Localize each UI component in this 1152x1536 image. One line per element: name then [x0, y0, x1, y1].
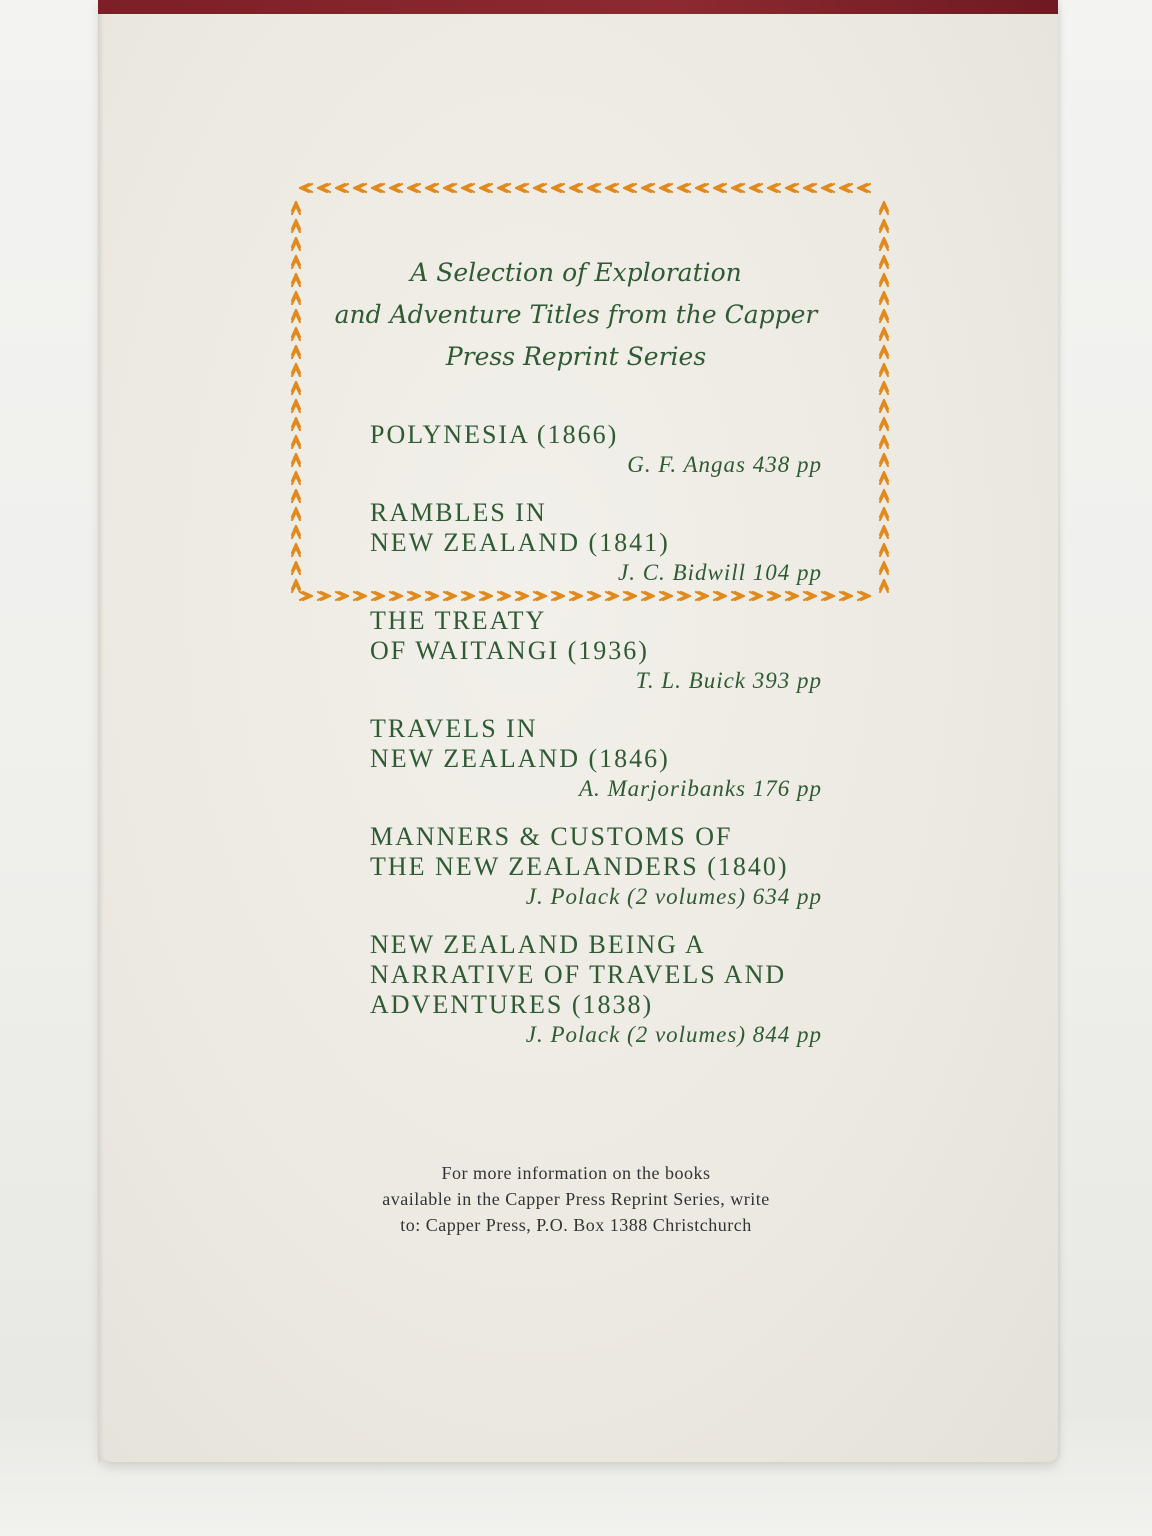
border-leaf-ornament — [444, 184, 456, 192]
border-leaf-ornament — [880, 382, 888, 394]
footer-note — [0, 1160, 1152, 1238]
border-leaf-ornament — [354, 592, 366, 600]
entry-author: J. Polack (2 volumes) 844 pp — [525, 1022, 822, 1047]
border-leaf-ornament — [880, 238, 888, 250]
entry-title-line: MANNERS & CUSTOMS OF — [370, 822, 733, 851]
list-item — [370, 606, 822, 696]
entry-title-line: ADVENTURES (1838) — [370, 990, 654, 1019]
list-item — [370, 714, 822, 804]
border-leaf-ornament — [858, 592, 870, 600]
border-leaf-ornament — [292, 508, 300, 520]
border-leaf-ornament — [678, 184, 690, 192]
border-leaf-ornament — [292, 202, 300, 214]
entry-title-line: TRAVELS IN — [370, 714, 538, 743]
entry-title-line: NEW ZEALAND (1846) — [370, 744, 670, 773]
entry-title-line: OF WAITANGI (1936) — [370, 636, 649, 665]
border-leaf-ornament — [880, 418, 888, 430]
border-leaf-ornament — [552, 184, 564, 192]
entry-title — [370, 822, 822, 882]
border-leaf-ornament — [696, 184, 708, 192]
border-leaf-ornament — [354, 184, 366, 192]
border-leaf-ornament — [498, 184, 510, 192]
entry-title-line: THE TREATY — [370, 606, 547, 635]
border-leaf-ornament — [534, 184, 546, 192]
border-leaf-ornament — [292, 580, 300, 592]
border-leaf-ornament — [336, 592, 348, 600]
entry-title — [370, 498, 822, 558]
border-leaf-ornament — [292, 472, 300, 484]
border-leaf-ornament — [292, 526, 300, 538]
border-leaf-ornament — [292, 454, 300, 466]
border-leaf-ornament — [372, 184, 384, 192]
border-leaf-ornament — [516, 184, 528, 192]
border-leaf-ornament — [768, 184, 780, 192]
entry-title-line: THE NEW ZEALANDERS (1840) — [370, 852, 789, 881]
border-leaf-ornament — [880, 580, 888, 592]
entry-title-line: NARRATIVE OF TRAVELS AND — [370, 960, 787, 989]
border-leaf-ornament — [570, 184, 582, 192]
border-leaf-ornament — [292, 400, 300, 412]
border-leaf-ornament — [292, 562, 300, 574]
series-heading — [0, 252, 1152, 378]
entry-title-line: RAMBLES IN — [370, 498, 547, 527]
border-leaf-ornament — [336, 184, 348, 192]
border-leaf-ornament — [732, 184, 744, 192]
entry-title — [370, 714, 822, 774]
border-leaf-ornament — [300, 184, 312, 192]
border-leaf-ornament — [822, 592, 834, 600]
border-leaf-ornament — [292, 238, 300, 250]
list-item — [370, 420, 822, 480]
entry-author: A. Marjoribanks 176 pp — [578, 776, 822, 801]
border-leaf-ornament — [858, 184, 870, 192]
border-leaf-ornament — [318, 592, 330, 600]
heading-line-2: and Adventure Titles from the Capper — [334, 300, 818, 329]
footer-line-2: available in the Capper Press Reprint Series, write — [382, 1189, 770, 1209]
border-leaf-ornament — [880, 202, 888, 214]
entry-title — [370, 930, 822, 1020]
footer-line-1: For more information on the books — [441, 1163, 711, 1183]
entry-title — [370, 420, 822, 450]
border-leaf-ornament — [318, 184, 330, 192]
entry-title — [370, 606, 822, 666]
list-item — [370, 930, 822, 1050]
entry-title-line: POLYNESIA (1866) — [370, 420, 619, 449]
heading-line-3: Press Reprint Series — [445, 342, 707, 371]
border-leaf-ornament — [750, 184, 762, 192]
border-leaf-ornament — [880, 490, 888, 502]
heading-line-1: A Selection of Exploration — [410, 258, 742, 287]
footer-line-3: to: Capper Press, P.O. Box 1388 Christchurch — [400, 1215, 752, 1235]
title-list — [370, 420, 822, 1068]
border-leaf-ornament — [660, 184, 672, 192]
border-leaf-ornament — [804, 184, 816, 192]
list-item — [370, 498, 822, 588]
border-leaf-ornament — [480, 184, 492, 192]
border-leaf-ornament — [292, 436, 300, 448]
border-leaf-ornament — [300, 592, 312, 600]
border-leaf-ornament — [606, 184, 618, 192]
border-leaf-ornament — [880, 220, 888, 232]
entry-author: T. L. Buick 393 pp — [635, 668, 822, 693]
border-leaf-ornament — [880, 526, 888, 538]
border-leaf-ornament — [880, 562, 888, 574]
border-leaf-ornament — [840, 184, 852, 192]
entry-author: J. Polack (2 volumes) 634 pp — [525, 884, 822, 909]
border-leaf-ornament — [292, 544, 300, 556]
border-leaf-ornament — [292, 418, 300, 430]
border-leaf-ornament — [462, 184, 474, 192]
border-leaf-ornament — [624, 184, 636, 192]
border-leaf-ornament — [714, 184, 726, 192]
border-leaf-ornament — [292, 490, 300, 502]
border-leaf-ornament — [588, 184, 600, 192]
border-leaf-ornament — [822, 184, 834, 192]
entry-title-line: NEW ZEALAND BEING A — [370, 930, 706, 959]
entry-author: G. F. Angas 438 pp — [627, 452, 822, 477]
entry-title-line: NEW ZEALAND (1841) — [370, 528, 670, 557]
border-leaf-ornament — [390, 184, 402, 192]
border-leaf-ornament — [426, 184, 438, 192]
border-leaf-ornament — [642, 184, 654, 192]
border-leaf-ornament — [786, 184, 798, 192]
border-leaf-ornament — [880, 400, 888, 412]
border-leaf-ornament — [292, 220, 300, 232]
border-leaf-ornament — [880, 472, 888, 484]
border-leaf-ornament — [880, 544, 888, 556]
border-leaf-ornament — [880, 436, 888, 448]
list-item — [370, 822, 822, 912]
entry-author: J. C. Bidwill 104 pp — [618, 560, 822, 585]
border-leaf-ornament — [408, 184, 420, 192]
border-leaf-ornament — [840, 592, 852, 600]
border-leaf-ornament — [880, 454, 888, 466]
border-leaf-ornament — [292, 382, 300, 394]
border-leaf-ornament — [880, 508, 888, 520]
